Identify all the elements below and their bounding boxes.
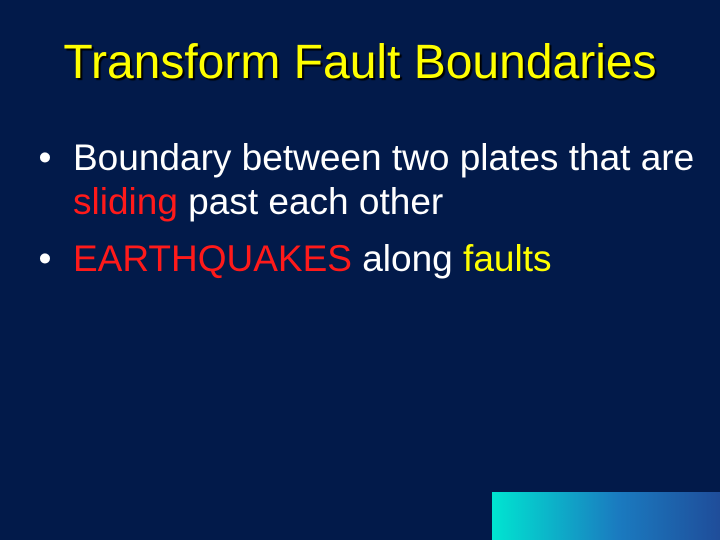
bullet-text-part: Boundary between two plates that are (73, 137, 695, 178)
bullet-item-plates-sliding (30, 136, 710, 224)
decorative-corner-gradient (492, 492, 720, 540)
bullet-text-part: along (351, 238, 464, 279)
bullet-dot-icon: • (38, 238, 52, 279)
bullet-text-part: past each other (177, 181, 444, 222)
bullet-list (30, 136, 710, 294)
emphasis-sliding: sliding (73, 181, 178, 222)
bullet-dot-icon: • (38, 137, 52, 178)
bullet-item-earthquakes (30, 237, 710, 281)
emphasis-faults: faults (463, 238, 552, 279)
emphasis-earthquakes: EARTHQUAKES (73, 238, 352, 279)
slide-title: Transform Fault Boundaries (63, 36, 657, 89)
